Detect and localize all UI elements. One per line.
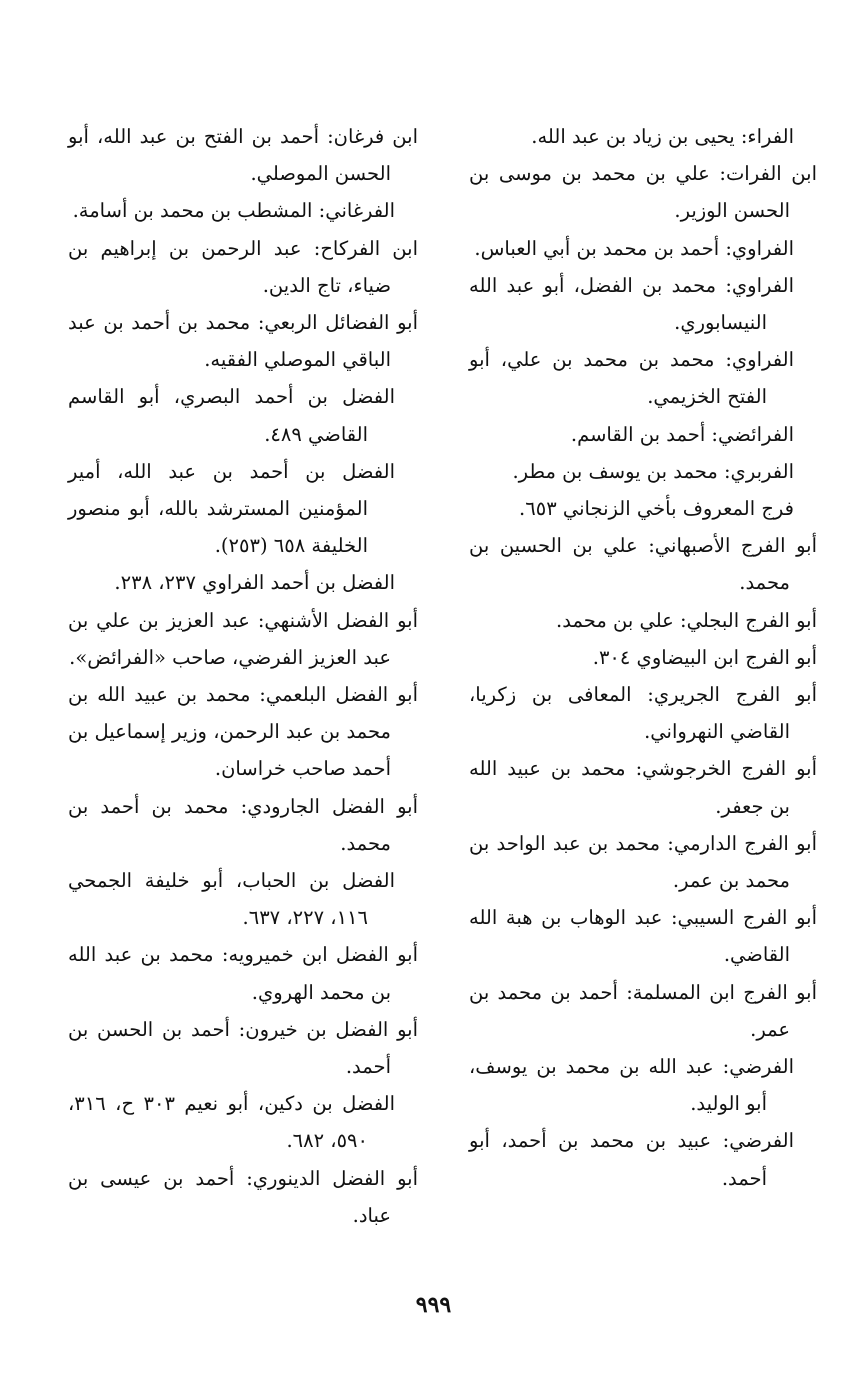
index-entry: الفضل بن أحمد الفراوي ٢٣٧، ٢٣٨. bbox=[114, 571, 395, 595]
index-entry: الفراوي: محمد بن محمد بن علي، أبو الفتح الخزيمي. bbox=[469, 348, 794, 409]
index-entry: الفراء: يحيى بن زياد بن عبد الله. bbox=[531, 125, 794, 148]
index-entry: الفربري: محمد بن يوسف بن مطر. bbox=[512, 459, 794, 483]
page-number: ٩٩٩ bbox=[415, 1292, 452, 1318]
index-entry: أبو الفضائل الربعي: محمد بن أحمد بن عبد الباقي الموصلي الفقيه. bbox=[68, 311, 418, 372]
index-entry: أبو الفرج الدارمي: محمد بن عبد الواحد بن محمد بن عمر. bbox=[469, 831, 817, 893]
index-entry: ابن فرغان: أحمد بن الفتح بن عبد الله، أبو الحسن الموصلي. bbox=[68, 125, 418, 186]
index-entry: أبو الفرج البجلي: علي بن محمد. bbox=[556, 608, 817, 632]
index-entry: أبو الفرج ابن البيضاوي ٣٠٤. bbox=[592, 645, 817, 669]
index-entry: الفرضي: عبد الله بن محمد بن يوسف، أبو الوليد. bbox=[469, 1055, 794, 1116]
left-column bbox=[68, 118, 418, 1234]
index-entry: الفضل بن أحمد بن عبد الله، أمير المؤمنين المسترشد بالله، أبو منصور الخليفة ٦٥٨ (٢٥٣). bbox=[68, 459, 395, 558]
index-entry: أبو الفرج السيبي: عبد الوهاب بن هبة الله القاضي. bbox=[469, 906, 817, 967]
index-entry: ابن الفركاح: عبد الرحمن بن إبراهيم بن ضياء، تاج الدين. bbox=[68, 236, 418, 297]
index-entry: أبو الفضل الدينوري: أحمد بن عيسى بن عباد. bbox=[68, 1166, 418, 1227]
index-entry: الفضل بن دكين، أبو نعيم ٣٠٣ ح، ٣١٦، ٥٩٠، ٦٨٢. bbox=[68, 1092, 395, 1153]
index-entry: الفرائضي: أحمد بن القاسم. bbox=[570, 422, 794, 446]
index-entry: الفراوي: أحمد بن محمد بن أبي العباس. bbox=[474, 236, 794, 260]
index-entry: أبو الفضل بن خيرون: أحمد بن الحسن بن أحمد. bbox=[68, 1017, 418, 1079]
index-entry: الفراوي: محمد بن الفضل، أبو عبد الله النيسابوري. bbox=[469, 273, 794, 335]
index-entry: أبو الفرج الجريري: المعافى بن زكريا، القاضي النهرواني. bbox=[469, 683, 817, 744]
index-entry: أبو الفرج ابن المسلمة: أحمد بن محمد بن عمر. bbox=[469, 980, 817, 1041]
index-entry: أبو الفرج الخرجوشي: محمد بن عبيد الله بن جعفر. bbox=[469, 757, 817, 818]
index-entry: الفضل بن الحباب، أبو خليفة الجمحي ١١٦، ٢٢٧، ٦٣٧. bbox=[68, 869, 395, 930]
index-entry: أبو الفرج الأصبهاني: علي بن الحسين بن محمد. bbox=[469, 534, 817, 595]
index-entry: ابن الفرات: علي بن محمد بن موسى بن الحسن الوزير. bbox=[469, 162, 817, 223]
index-entry: أبو الفضل الأشنهي: عبد العزيز بن علي بن عبد العزيز الفرضي، صاحب «الفرائض». bbox=[68, 608, 418, 669]
index-entry: أبو الفضل البلعمي: محمد بن عبيد الله بن محمد بن عبد الرحمن، وزير إسماعيل بن أحمد صاحب خراسان. bbox=[68, 683, 418, 781]
index-entry: الفرضي: عبيد بن محمد بن أحمد، أبو أحمد. bbox=[469, 1129, 794, 1190]
index-entry: الفضل بن أحمد البصري، أبو القاسم القاضي ٤٨٩. bbox=[68, 385, 395, 446]
index-entry: أبو الفضل الجارودي: محمد بن أحمد بن محمد. bbox=[68, 794, 418, 855]
index-entry: الفرغاني: المشطب بن محمد بن أسامة. bbox=[72, 199, 395, 223]
index-entry: أبو الفضل ابن خميرويه: محمد بن عبد الله بن محمد الهروي. bbox=[68, 943, 418, 1004]
right-column bbox=[469, 118, 817, 1197]
index-entry: فرج المعروف بأخي الزنجاني ٦٥٣. bbox=[519, 497, 794, 521]
